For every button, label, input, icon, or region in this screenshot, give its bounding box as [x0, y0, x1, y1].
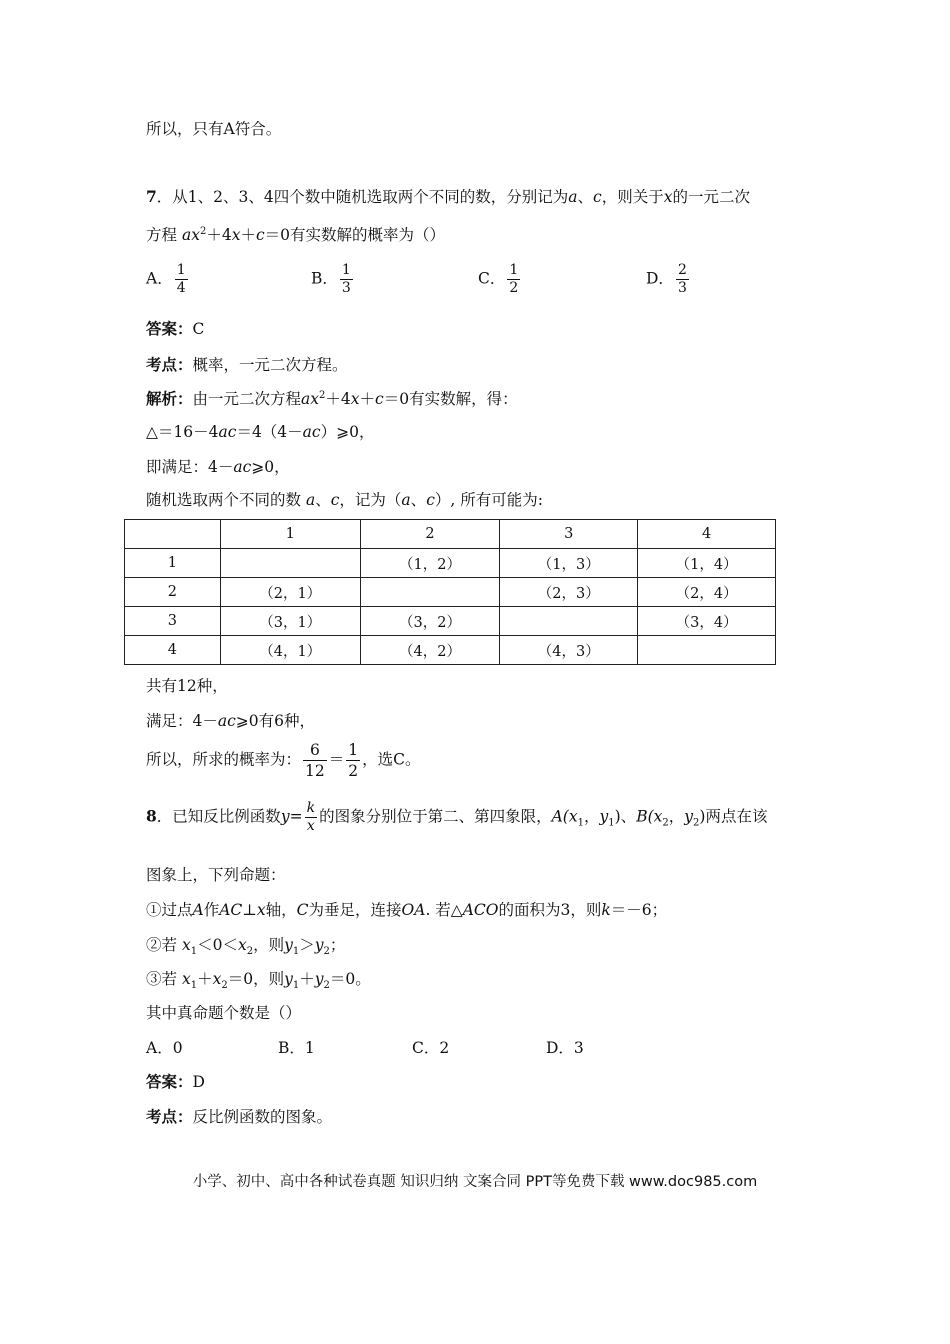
- q7-delta-line: △＝16－4ac＝4（4－ac）⩾0，: [146, 423, 375, 441]
- table-cell: 4: [125, 636, 221, 665]
- q7-option-b: B． $\frac{1}{3}$: [311, 262, 351, 296]
- q7-option-a: A． $\frac{1}{4}$: [146, 262, 186, 296]
- table-cell: 3: [500, 520, 638, 549]
- q8-option-c: C．2: [412, 1039, 450, 1057]
- fraction-k-x: $\frac{k}{x}$: [306, 800, 316, 834]
- table-row: [125, 578, 776, 607]
- q7-point: 考点：概率，一元二次方程。: [146, 355, 348, 374]
- q7-total-line: 共有12种，: [146, 677, 228, 695]
- q7-satisfy-line: 即满足：4－ac⩾0，: [146, 458, 290, 476]
- table-cell: 2: [125, 578, 221, 607]
- fraction-6-12: $\frac{6}{12}$: [305, 741, 325, 780]
- q8-point: 考点：反比例函数的图象。: [146, 1107, 333, 1126]
- table-cell: 4: [638, 520, 776, 549]
- table-cell: （1，4）: [638, 549, 776, 578]
- q8-answer: 答案：D: [146, 1072, 205, 1091]
- q8-option-d: D．3: [546, 1039, 584, 1057]
- table-row: [125, 549, 776, 578]
- q8-proposition-1: ①过点A作AC⊥x轴，C为垂足，连接OA. 若△ACO的面积为3，则k＝－6；: [146, 901, 668, 919]
- table-cell: （2，4）: [638, 578, 776, 607]
- table-row: [125, 636, 776, 665]
- table-cell: [638, 636, 776, 665]
- table-cell: （4，1）: [220, 636, 360, 665]
- table-cell: （1，3）: [500, 549, 638, 578]
- q7-analysis-line1: 解析：由一元二次方程$ax^2+4x+c=0$有实数解，得：: [146, 389, 518, 408]
- table-cell: （4，3）: [500, 636, 638, 665]
- table-cell: （2，1）: [220, 578, 360, 607]
- table-cell: （1，2）: [360, 549, 500, 578]
- fraction-1-2: $\frac{1}{2}$: [348, 741, 359, 780]
- q7-options: [146, 262, 706, 306]
- q8-stem-line1: 8．已知反比例函数y= $\frac{k}{x}$ 的图象分别位于第二、第四象限，$A(x_1$，$y_1$)、$B(x_2$，$y_2$)两点在该: [146, 800, 768, 834]
- table-cell: 3: [125, 607, 221, 636]
- table-cell: 1: [125, 549, 221, 578]
- q8-count-question: 其中真命题个数是（）: [146, 1004, 302, 1022]
- table-cell: [500, 607, 638, 636]
- q8-option-a: A．0: [146, 1039, 183, 1057]
- table-cell: [220, 549, 360, 578]
- q7-satisfy-count-line: 满足：4－ac⩾0有6种，: [146, 712, 316, 730]
- q8-options: [146, 1037, 606, 1059]
- table-cell: （3，4）: [638, 607, 776, 636]
- page-footer: 小学、初中、高中各种试卷真题 知识归纳 文案合同 PPT等免费下载 www.doc985.com: [192, 1174, 758, 1190]
- q7-stem-line2: 方程 $ax^2+4x+c=0$有实数解的概率为（）: [146, 225, 446, 244]
- table-cell: [360, 578, 500, 607]
- q7-answer: 答案：C: [146, 319, 205, 338]
- intro-line: 所以，只有A符合。: [146, 120, 282, 138]
- table-cell: （2，3）: [500, 578, 638, 607]
- table-cell: 2: [360, 520, 500, 549]
- q7-number: 7: [146, 187, 157, 206]
- q8-proposition-3: ③若 $x_1+x_2=0$，则$y_1+y_2=0$。: [146, 970, 371, 992]
- q8-number: 8: [146, 806, 157, 826]
- q8-stem-line2: 图象上，下列命题：: [146, 866, 286, 884]
- q7-random-line: 随机选取两个不同的数 a、c，记为（a、c）, 所有可能为:: [146, 491, 543, 509]
- table-cell: 1: [220, 520, 360, 549]
- q7-option-c: C． $\frac{1}{2}$: [478, 262, 519, 296]
- q7-stem-line1: 7．从1、2、3、4四个数中随机选取两个不同的数，分别记为a、c，则关于x的一元二次: [146, 187, 750, 206]
- table-cell: [125, 520, 221, 549]
- q7-option-d: D． $\frac{2}{3}$: [646, 262, 687, 296]
- q8-option-b: B．1: [278, 1039, 315, 1057]
- q8-proposition-2: ②若 $x_1<0<x_2$，则$y_1>y_2$；: [146, 936, 346, 958]
- table-cell: （4，2）: [360, 636, 500, 665]
- table-header-row: [125, 520, 776, 549]
- table-cell: （3，2）: [360, 607, 500, 636]
- table-cell: （3，1）: [220, 607, 360, 636]
- q7-probability-line: 所以，所求的概率为： $\frac{6}{12}$ ＝ $\frac{1}{2}$ ，选C。: [146, 741, 421, 780]
- table-row: [125, 607, 776, 636]
- outcome-table: [124, 519, 776, 665]
